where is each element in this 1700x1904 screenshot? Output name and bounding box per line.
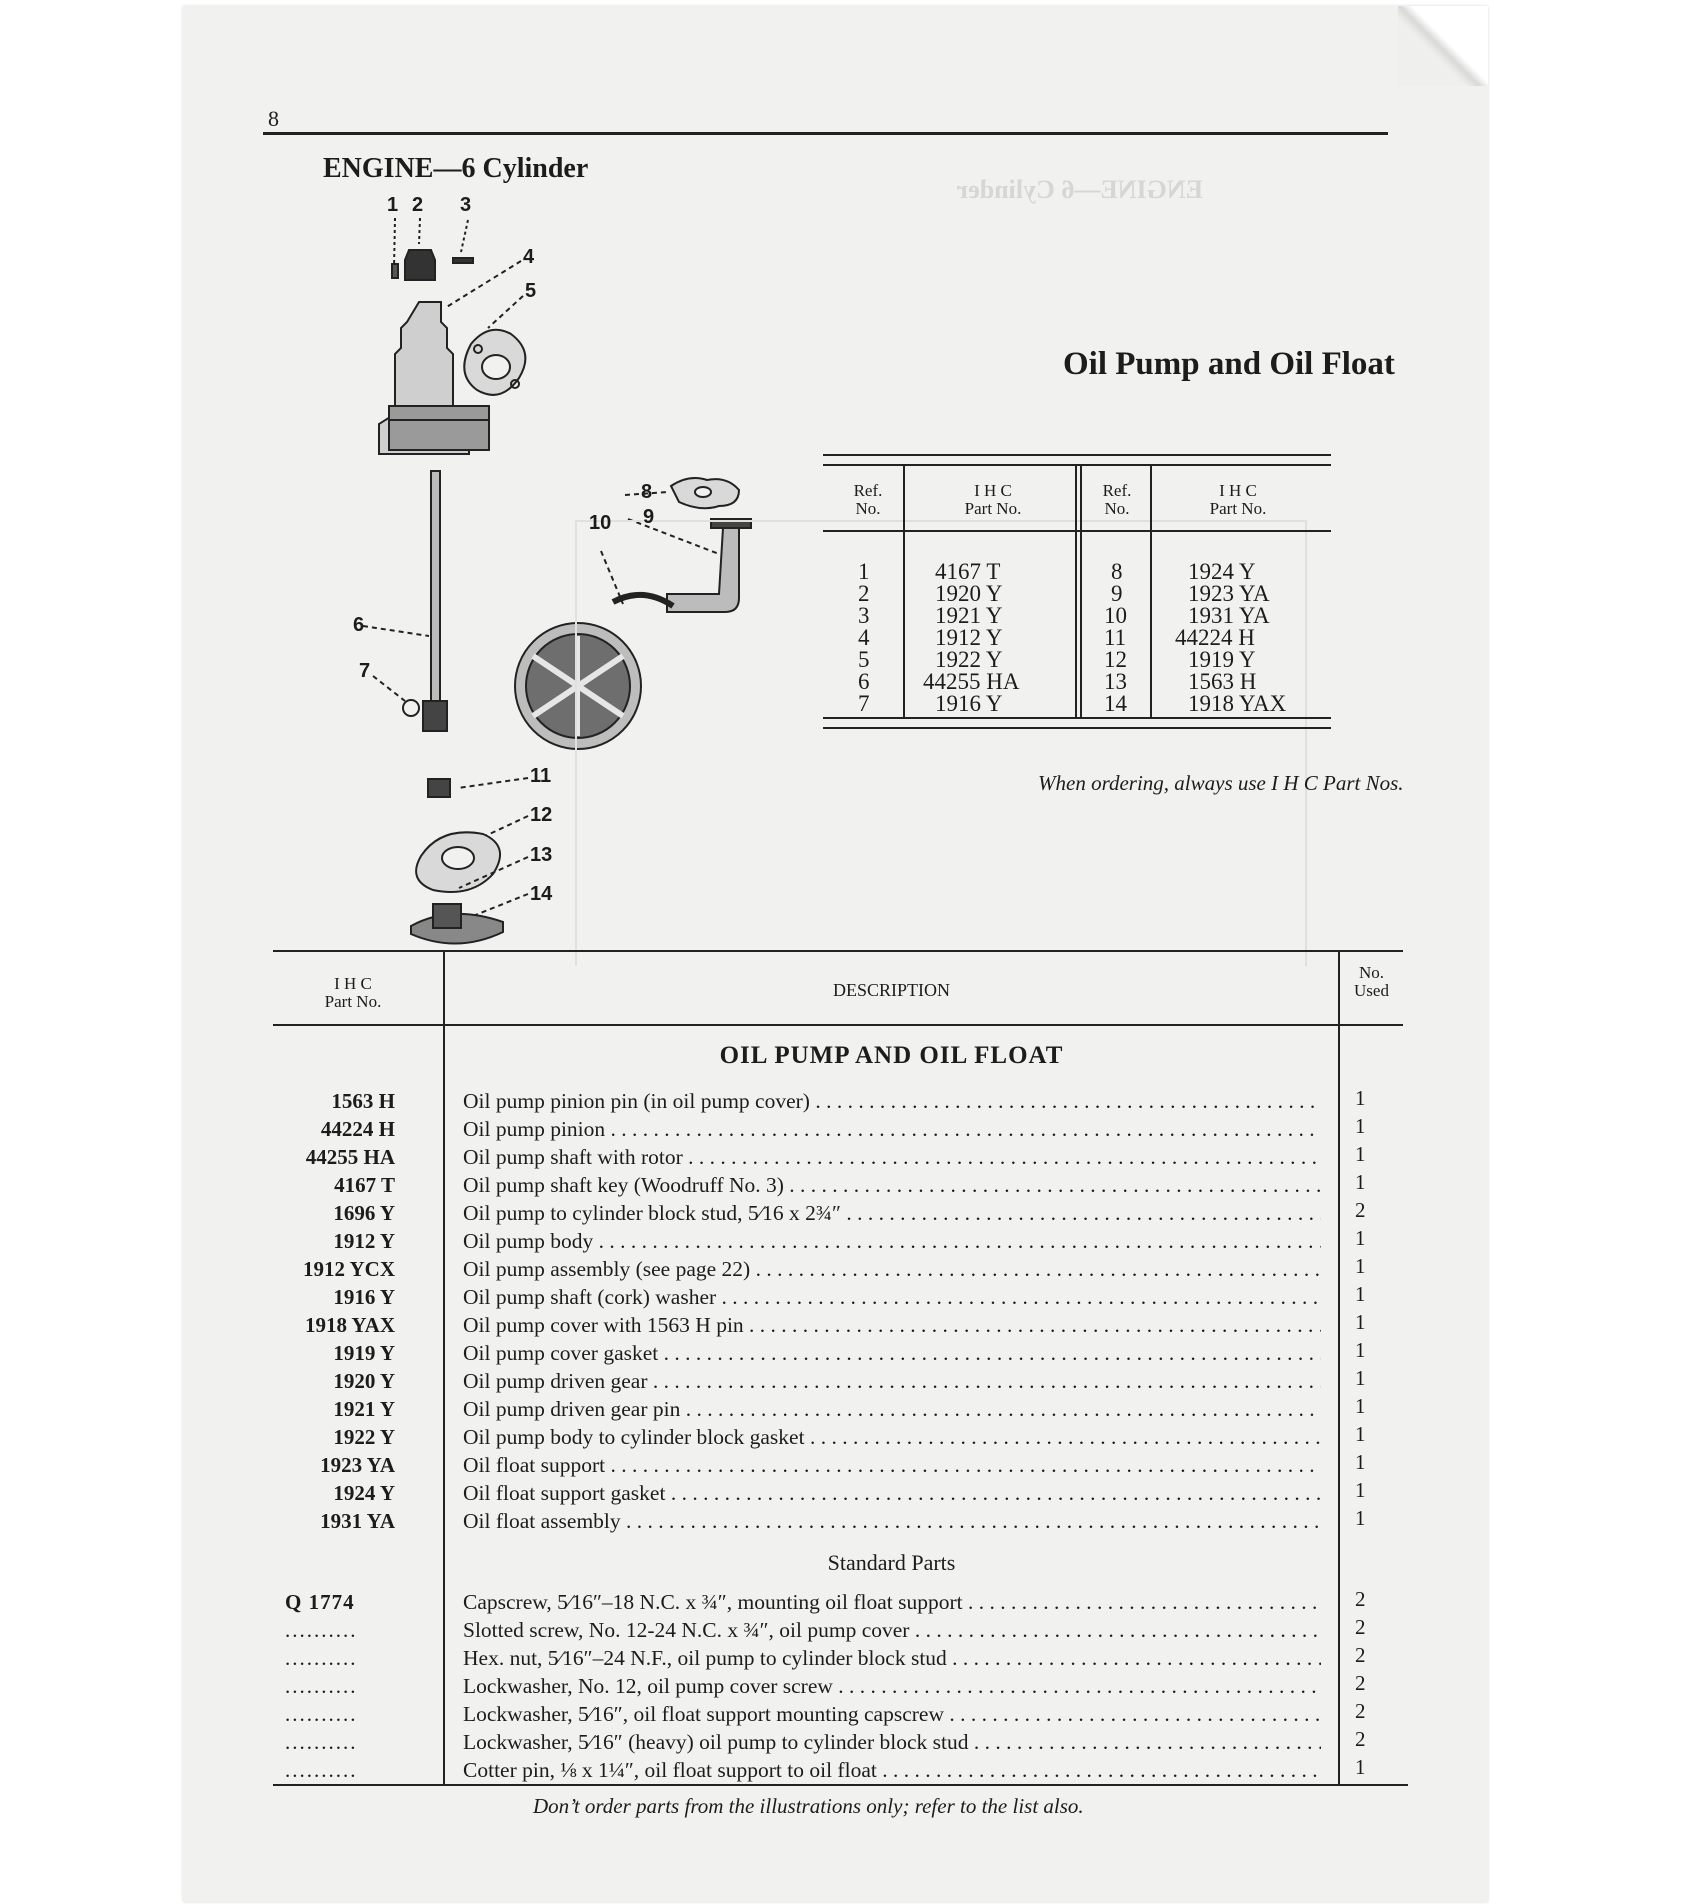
part-number: 44224 H: [320, 1117, 395, 1141]
quantity-used: 1: [1355, 1254, 1366, 1278]
ref-number: 5: [858, 647, 870, 672]
part-number: 1912 YCX: [303, 1257, 395, 1281]
callout-10: 10: [589, 512, 612, 534]
table-row: [273, 1226, 1403, 1257]
ref-number: 10: [1104, 603, 1127, 628]
part-description: Oil pump cover with 1563 H pin . . .: [463, 1313, 1321, 1338]
part-number: 1922 Y: [333, 1425, 395, 1449]
part-description: Oil pump body . . .: [463, 1229, 1321, 1254]
ref-number: 11: [1104, 625, 1127, 650]
ref-table-divider: [903, 464, 905, 719]
quantity-used: 1: [1355, 1338, 1366, 1362]
part-header-line2: Part No.: [1209, 499, 1267, 518]
part-description: Oil pump cover gasket . . .: [463, 1341, 1321, 1366]
part-description: Hex. nut, 5⁄16″–24 N.F., oil pump to cylinder block stud . . .: [463, 1646, 1321, 1671]
part-number: 1931 YA: [320, 1509, 395, 1533]
ordering-note: When ordering, always use I H C Part Nos.: [1038, 771, 1404, 795]
table-row: [273, 1366, 1403, 1397]
part-description: Cotter pin, ⅛ x 1¼″, oil float support to oil float . . .: [463, 1758, 1321, 1783]
section-title: ENGINE—6 Cylinder: [323, 153, 589, 184]
part-description: Capscrew, 5⁄16″–18 N.C. x ¾″, mounting oil float support . . .: [463, 1590, 1321, 1615]
part-number: 1916 Y: [333, 1285, 395, 1309]
ref-header-line1: Ref.: [853, 481, 883, 500]
ref-part-number: 1923 YA: [1188, 581, 1270, 606]
table-row: [273, 1615, 1403, 1646]
callout-5: 5: [525, 280, 537, 302]
quantity-used: 2: [1355, 1643, 1366, 1667]
part-description: Oil pump shaft with rotor . . .: [463, 1145, 1321, 1170]
ref-number: 7: [858, 691, 870, 716]
part-description: Oil pump shaft (cork) washer . . .: [463, 1285, 1321, 1310]
part-number-blank: ..........: [285, 1758, 358, 1782]
ref-number: 2: [858, 581, 870, 606]
diagram-title: Oil Pump and Oil Float: [1063, 346, 1395, 382]
part-number: 1920 Y: [333, 1369, 395, 1393]
ref-table-divider: [1150, 464, 1152, 719]
part-description: Oil float assembly . . .: [463, 1509, 1321, 1534]
table-row: [273, 1282, 1403, 1313]
quantity-used: 1: [1355, 1366, 1366, 1390]
ref-number: 14: [1104, 691, 1127, 716]
ref-part-number: 1922 Y: [935, 647, 1003, 672]
quantity-used: 2: [1355, 1727, 1366, 1751]
ref-number: 13: [1104, 669, 1127, 694]
ref-number: 12: [1104, 647, 1127, 672]
ref-table-top-rule: [823, 454, 1331, 466]
table-row: [273, 1198, 1403, 1229]
callout-3: 3: [460, 194, 472, 216]
ref-part-number: 44224 H: [1175, 625, 1255, 650]
quantity-used: 1: [1355, 1282, 1366, 1306]
ref-part-number: 1921 Y: [935, 603, 1003, 628]
part-header-line1: I H C: [334, 974, 372, 993]
quantity-used: 1: [1355, 1310, 1366, 1334]
quantity-used: 1: [1355, 1506, 1366, 1530]
quantity-used: 2: [1355, 1587, 1366, 1611]
part-number: 4167 T: [334, 1173, 395, 1197]
ref-part-number: 1916 Y: [935, 691, 1003, 716]
table-row: [273, 1254, 1403, 1285]
ref-part-number: 1919 Y: [1188, 647, 1256, 672]
table-row: [273, 1587, 1403, 1618]
callout-2: 2: [412, 194, 424, 216]
table-row: [273, 1755, 1403, 1786]
quantity-used: 1: [1355, 1142, 1366, 1166]
part-number: 1912 Y: [333, 1229, 395, 1253]
table-row: [273, 1114, 1403, 1145]
part-description: Lockwasher, 5⁄16″ (heavy) oil pump to cylinder block stud . . .: [463, 1730, 1321, 1755]
ref-table-bottom-rule: [823, 717, 1331, 729]
used-header-line2: Used: [1354, 981, 1389, 1000]
ref-number: 9: [1111, 581, 1123, 606]
quantity-used: 1: [1355, 1226, 1366, 1250]
used-column-header: [1340, 964, 1403, 1000]
quantity-used: 1: [1355, 1394, 1366, 1418]
callout-14: 14: [530, 883, 553, 905]
part-description: Oil float support gasket . . .: [463, 1481, 1321, 1506]
description-column-header: DESCRIPTION: [832, 980, 950, 1000]
part-number: Q 1774: [285, 1590, 355, 1614]
part-no-header: [913, 482, 1073, 518]
table-row: [273, 1086, 1403, 1117]
part-number: 1696 Y: [333, 1201, 395, 1225]
ref-number: 6: [858, 669, 870, 694]
part-number-blank: ..........: [285, 1618, 358, 1642]
ref-part-number: 1920 Y: [935, 581, 1003, 606]
ref-part-number: 1912 Y: [935, 625, 1003, 650]
part-number: 1924 Y: [333, 1481, 395, 1505]
ref-part-number: 4167 T: [935, 559, 1001, 584]
table-row: [273, 1422, 1403, 1453]
callout-1: 1: [387, 194, 399, 216]
ref-number: 4: [858, 625, 870, 650]
table-row: [273, 1643, 1403, 1674]
part-number-blank: ..........: [285, 1674, 358, 1698]
ref-no-header: [1085, 482, 1149, 518]
part-description: Oil pump assembly (see page 22) . . .: [463, 1257, 1321, 1282]
quantity-used: 1: [1355, 1755, 1366, 1779]
ref-part-number: 44255 HA: [923, 669, 1020, 694]
part-number: 1923 YA: [320, 1453, 395, 1477]
table-row: [273, 1142, 1403, 1173]
ref-number: 8: [1111, 559, 1123, 584]
ref-no-header: [833, 482, 903, 518]
part-description: Oil pump pinion . . .: [463, 1117, 1321, 1142]
page-number: 8: [268, 106, 279, 131]
ref-part-number: 1918 YAX: [1188, 691, 1287, 716]
table-row: [273, 1699, 1403, 1730]
part-description: Oil pump body to cylinder block gasket . . .: [463, 1425, 1321, 1450]
part-description: Oil pump shaft key (Woodruff No. 3) . . .: [463, 1173, 1321, 1198]
ref-table-header-rule: [823, 530, 1331, 532]
part-number-blank: ..........: [285, 1702, 358, 1726]
table-row: [273, 1310, 1403, 1341]
part-number: 1918 YAX: [304, 1313, 395, 1337]
part-description: Lockwasher, No. 12, oil pump cover screw . . .: [463, 1674, 1321, 1699]
callout-11: 11: [530, 765, 552, 787]
part-description: Oil pump pinion pin (in oil pump cover) . . .: [463, 1089, 1321, 1114]
svg-text:ENGINE—6 Cylinder: ENGINE—6 Cylinder: [956, 175, 1203, 204]
table-row: [273, 1506, 1403, 1537]
catalog-page: [183, 6, 1488, 1902]
part-no-header: [1153, 482, 1323, 518]
callout-4: 4: [523, 246, 535, 268]
part-number: 1919 Y: [333, 1341, 395, 1365]
used-header-line1: No.: [1358, 963, 1385, 982]
ref-header-line1: Ref.: [1102, 481, 1132, 500]
part-header-line2: Part No.: [324, 992, 382, 1011]
part-number: 1921 Y: [333, 1397, 395, 1421]
part-header-line2: Part No.: [964, 499, 1022, 518]
part-description: Lockwasher, 5⁄16″, oil float support mounting capscrew . . .: [463, 1702, 1321, 1727]
ref-header-line2: No.: [855, 499, 881, 518]
part-description: Oil pump driven gear . . .: [463, 1369, 1321, 1394]
part-header-line1: I H C: [974, 481, 1012, 500]
quantity-used: 2: [1355, 1671, 1366, 1695]
quantity-used: 2: [1355, 1699, 1366, 1723]
part-number-blank: ..........: [285, 1730, 358, 1754]
callout-12: 12: [530, 804, 553, 826]
ref-table-divider: [1075, 464, 1077, 719]
part-description: Oil float support . . .: [463, 1453, 1321, 1478]
ref-part-number: 1924 Y: [1188, 559, 1256, 584]
table-row: [273, 1450, 1403, 1481]
table-row: [273, 1671, 1403, 1702]
ref-part-number: 1563 H: [1188, 669, 1257, 694]
table-row: [273, 1478, 1403, 1509]
quantity-used: 1: [1355, 1422, 1366, 1446]
callout-7: 7: [359, 660, 371, 682]
standard-parts-title: Standard Parts: [827, 1550, 956, 1575]
quantity-used: 1: [1355, 1114, 1366, 1138]
table-row: [273, 1338, 1403, 1369]
table-row: [273, 1170, 1403, 1201]
part-description: Slotted screw, No. 12-24 N.C. x ¾″, oil pump cover . . .: [463, 1618, 1321, 1643]
callout-9: 9: [643, 506, 655, 528]
reference-table: [823, 454, 1331, 729]
part-number: 44255 HA: [305, 1145, 395, 1169]
quantity-used: 1: [1355, 1478, 1366, 1502]
part-no-column-header: [293, 975, 413, 1011]
ref-header-line2: No.: [1104, 499, 1130, 518]
ref-table-divider: [1080, 464, 1082, 719]
quantity-used: 1: [1355, 1170, 1366, 1194]
ref-number: 1: [858, 559, 870, 584]
table-row: [273, 1394, 1403, 1425]
table-row: [273, 1727, 1403, 1758]
quantity-used: 2: [1355, 1198, 1366, 1222]
callout-6: 6: [353, 614, 365, 636]
ref-number: 3: [858, 603, 870, 628]
quantity-used: 2: [1355, 1615, 1366, 1639]
quantity-used: 1: [1355, 1086, 1366, 1110]
footer-note: Don’t order parts from the illustrations only; refer to the list also.: [533, 1794, 1084, 1818]
group-title: OIL PUMP AND OIL FLOAT: [719, 1042, 1064, 1069]
ref-part-number: 1931 YA: [1188, 603, 1270, 628]
quantity-used: 1: [1355, 1450, 1366, 1474]
part-description: Oil pump driven gear pin . . .: [463, 1397, 1321, 1422]
part-number-blank: ..........: [285, 1646, 358, 1670]
part-number: 1563 H: [331, 1089, 395, 1113]
callout-13: 13: [530, 844, 553, 866]
part-header-line1: I H C: [1219, 481, 1257, 500]
part-description: Oil pump to cylinder block stud, 5⁄16 x 2¾″ . . .: [463, 1201, 1321, 1226]
callout-8: 8: [641, 481, 653, 503]
